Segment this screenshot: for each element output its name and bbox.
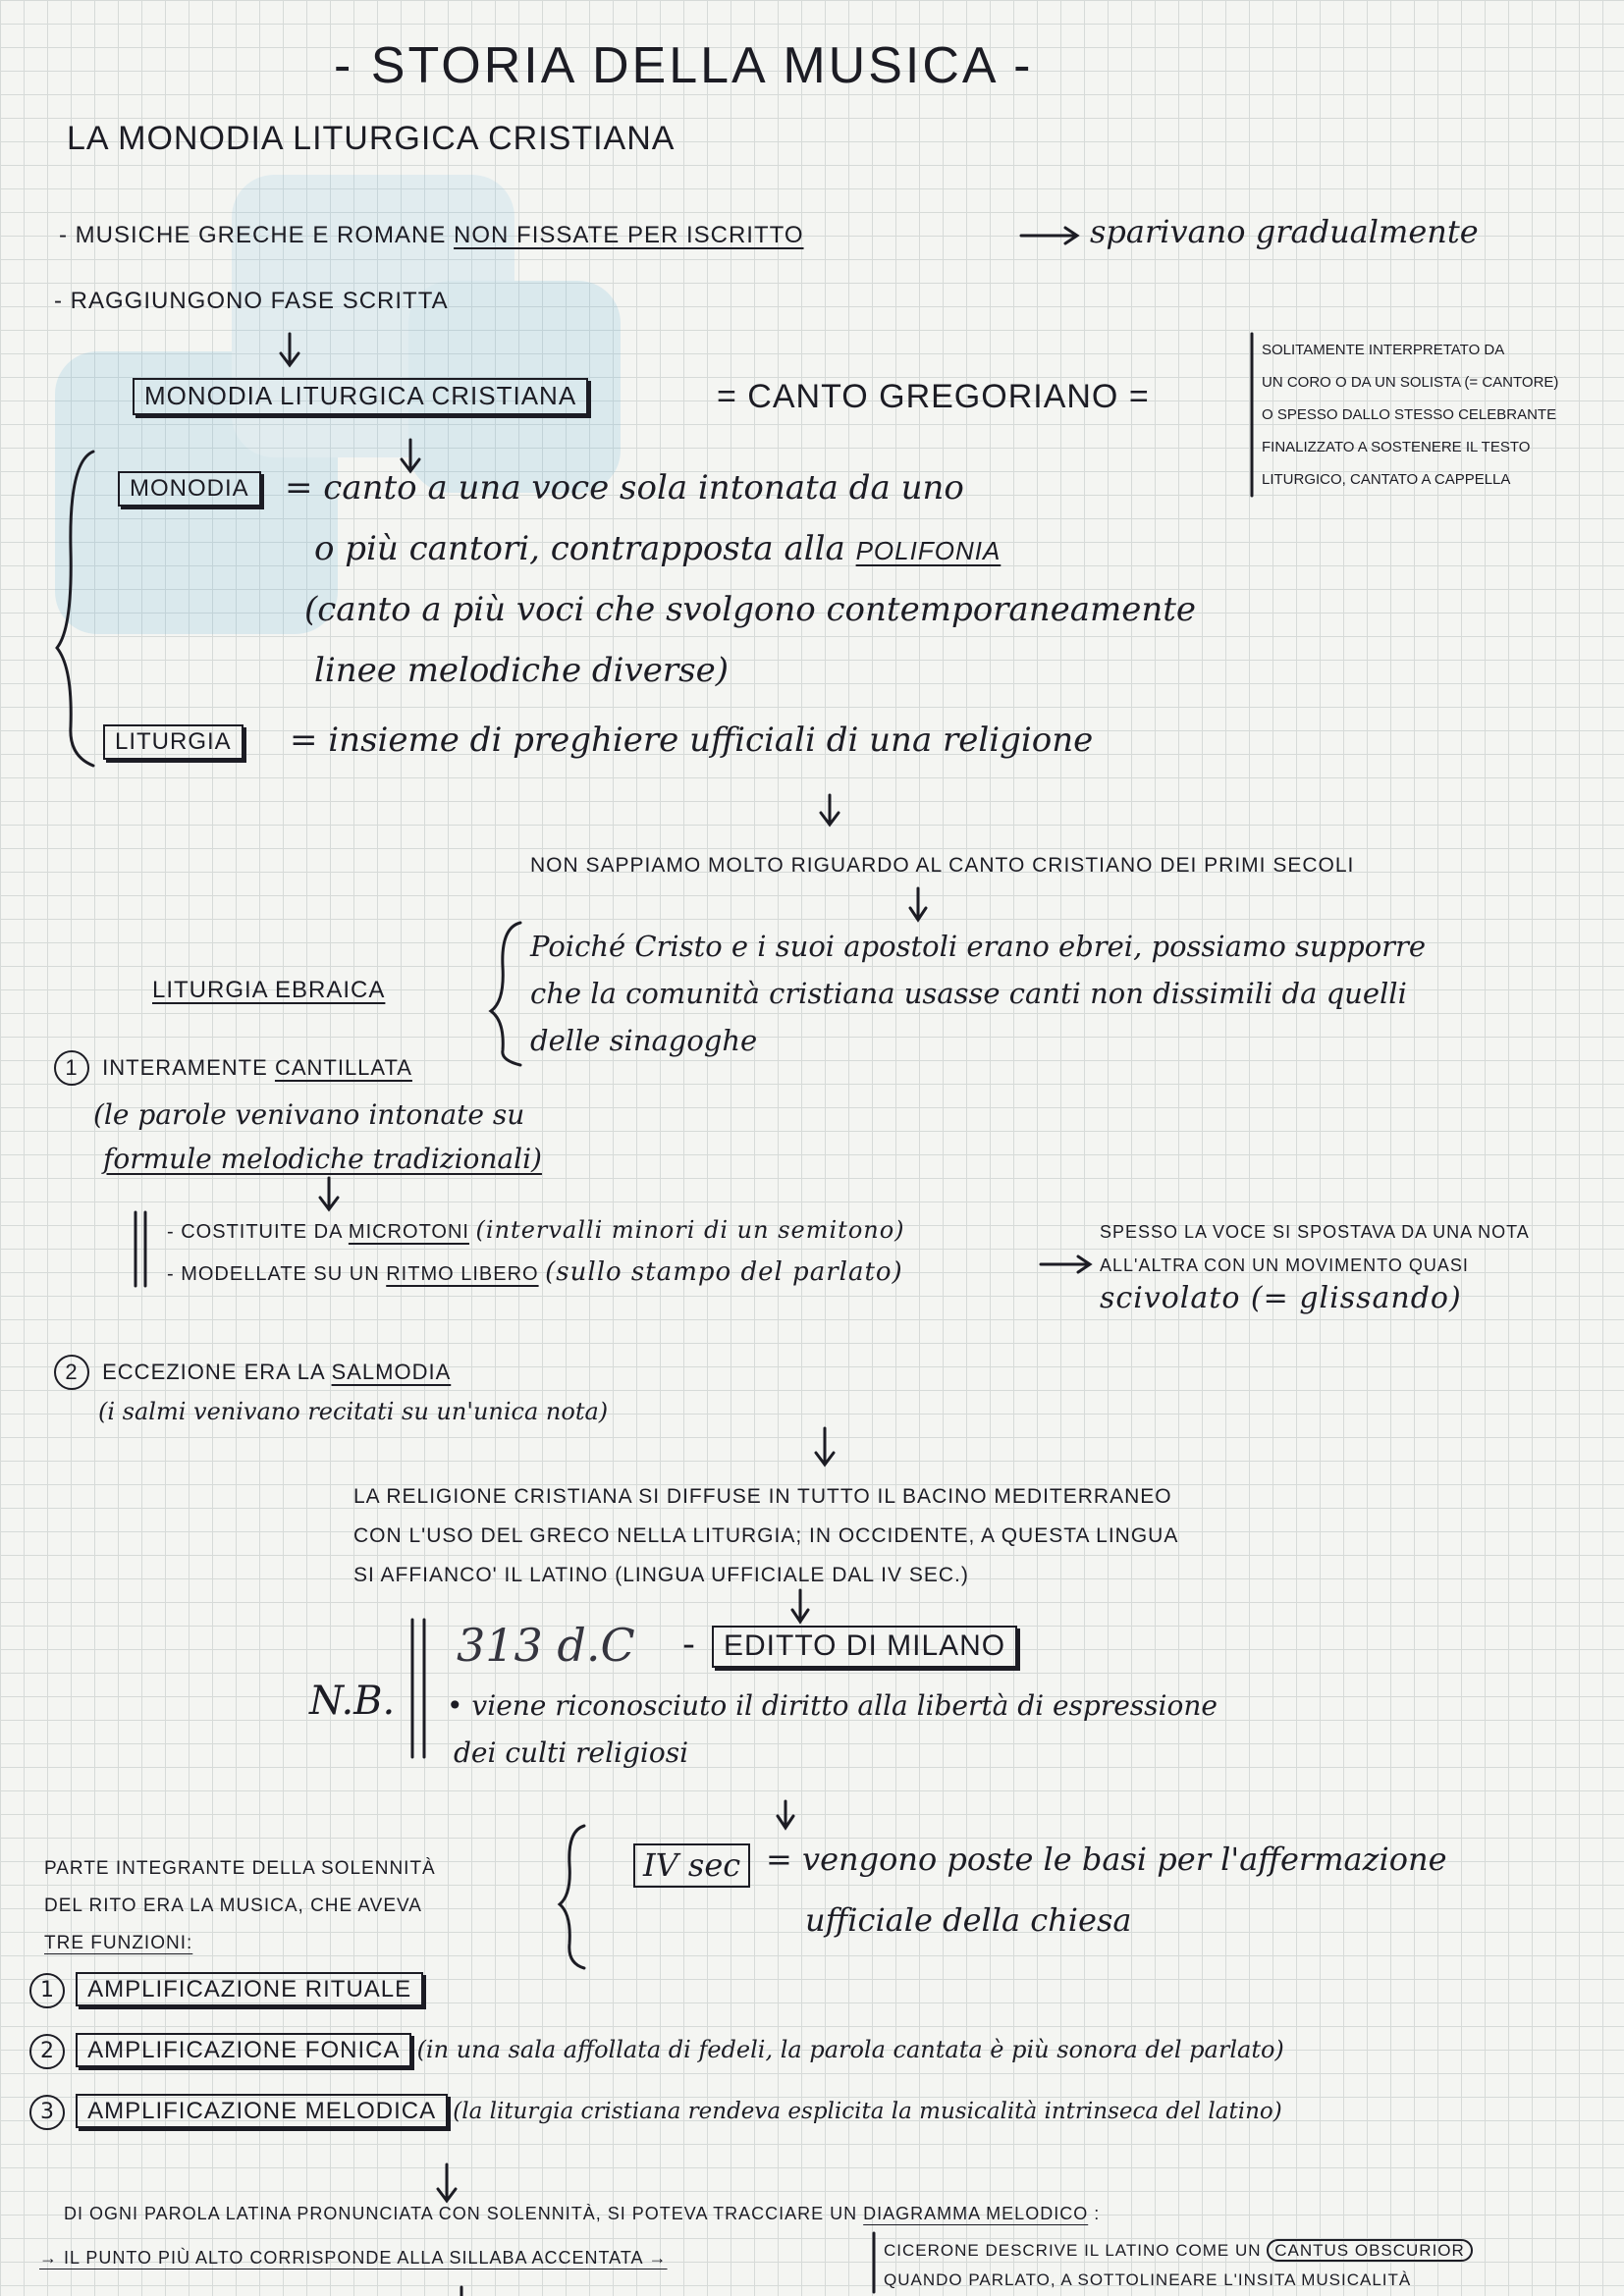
glissando-line: SPESSO LA VOCE SI SPOSTAVA DA UNA NOTA xyxy=(1100,1222,1530,1242)
section-title: LA MONODIA LITURGICA CRISTIANA xyxy=(67,120,676,157)
canto-gregoriano: = CANTO GREGORIANO = xyxy=(717,378,1150,415)
monodia-def-1: = canto a una voce sola intonata da uno xyxy=(285,468,964,507)
century-text-2: ufficiale della chiesa xyxy=(805,1901,1132,1939)
nb-dash: - xyxy=(682,1625,695,1665)
early-chant-headline: NON SAPPIAMO MOLTO RIGUARDO AL CANTO CRISTIANO DEI PRIMI SECOLI xyxy=(530,854,1355,877)
side-note-line: SOLITAMENTE INTERPRETATO DA xyxy=(1262,342,1505,358)
editto-di-milano: EDITTO DI MILANO xyxy=(712,1626,1017,1668)
cicerone-note xyxy=(884,2236,1473,2295)
cantus-obscurior: CANTUS OBSCURIOR xyxy=(1267,2239,1473,2262)
ebraica-item-1-sub-2: formule melodiche tradizionali) xyxy=(103,1143,542,1175)
intro-line-1 xyxy=(59,222,804,249)
century-text-1: = vengono poste le basi per l'affermazione xyxy=(766,1841,1447,1878)
side-note-line: O SPESSO DALLO STESSO CELEBRANTE xyxy=(1262,406,1557,423)
page-title: - STORIA DELLA MUSICA - xyxy=(334,37,1034,94)
music-role-line: DEL RITO ERA LA MUSICA, CHE AVEVA xyxy=(44,1896,422,1916)
early-chant-line: che la comunità cristiana usasse canti non dissimili da quelli xyxy=(530,977,1407,1010)
monodia-liturgica-box: MONODIA LITURGICA CRISTIANA xyxy=(133,378,588,415)
side-note-line: UN CORO O DA UN SOLISTA (= CANTORE) xyxy=(1262,374,1559,391)
ebraica-item-2 xyxy=(54,1355,451,1390)
early-chant-line: Poiché Cristo e i suoi apostoli erano ebrei, possiamo supporre xyxy=(530,930,1427,963)
monodia-def-2 xyxy=(314,530,1001,568)
ebraica-bullet-2 xyxy=(167,1258,903,1288)
intro-line-1-result: sparivano gradualmente xyxy=(1090,213,1479,250)
function-note: (in una sala affollata di fedeli, la parola cantata è più sonora del parlato) xyxy=(416,2036,1284,2063)
ebraica-item-1-sub-1: (le parole venivano intonate su xyxy=(93,1098,525,1131)
ebraica-item-2-sub: (i salmi venivano recitati su un'unica nota) xyxy=(98,1398,609,1425)
cicerone-line-1 xyxy=(884,2236,1473,2266)
ritmo-libero-term: RITMO LIBERO xyxy=(386,1263,539,1285)
nb-bullet-1: • viene riconosciuto il diritto alla libertà di espressione xyxy=(447,1689,1218,1722)
monodia-def-4: linee melodiche diverse) xyxy=(314,651,729,690)
monodia-def-2-pre: o più cantori, contrapposta alla xyxy=(314,529,845,568)
number-badge: 2 xyxy=(54,1355,89,1390)
music-role-line: PARTE INTEGRANTE DELLA SOLENNITÀ xyxy=(44,1858,436,1879)
bullet-2-post: (sullo stampo del parlato) xyxy=(545,1257,903,1287)
function-row xyxy=(29,1973,423,2008)
nb-label: N.B. xyxy=(309,1679,396,1724)
function-note: (la liturgia cristiana rendeva esplicita la musicalità intrinseca del latino) xyxy=(453,2099,1282,2124)
cicerone-line-2: QUANDO PARLATO, A SOTTOLINEARE L'INSITA MUSICALITÀ xyxy=(884,2270,1412,2289)
liturgia-ebraica-heading: LITURGIA EBRAICA xyxy=(152,977,386,1003)
bullet-1-post: (intervalli minori di un semitono) xyxy=(475,1216,905,1244)
bottom-line-1 xyxy=(64,2204,1100,2224)
intro-line-1-pre: - MUSICHE GRECHE E ROMANE xyxy=(59,222,447,248)
early-chant-text xyxy=(530,923,1426,1064)
bullet-1-pre: - COSTITUITE DA xyxy=(167,1221,343,1243)
function-label: AMPLIFICAZIONE MELODICA xyxy=(76,2094,448,2128)
monodia-term: MONODIA xyxy=(118,471,261,507)
function-row xyxy=(29,2034,1284,2069)
monodia-side-note xyxy=(1262,334,1558,496)
diagramma-melodico: DIAGRAMMA MELODICO xyxy=(863,2204,1089,2223)
glissando-line: scivolato (= glissando) xyxy=(1100,1281,1462,1315)
diffusion-text xyxy=(353,1477,1178,1595)
glissando-line: ALL'ALTRA CON UN MOVIMENTO QUASI xyxy=(1100,1255,1469,1275)
ebraica-item-1 xyxy=(54,1050,412,1086)
polifonia-term: POLIFONIA xyxy=(855,536,1001,565)
microtoni-term: MICROTONI xyxy=(348,1221,469,1243)
liturgia-term: LITURGIA xyxy=(103,724,244,760)
function-label: AMPLIFICAZIONE RITUALE xyxy=(76,1972,423,2006)
monodia-def-3: (canto a più voci che svolgono contemporaneamente xyxy=(304,590,1197,629)
intro-line-1-underlined: NON FISSATE PER ISCRITTO xyxy=(454,222,804,248)
function-label: AMPLIFICAZIONE FONICA xyxy=(76,2033,411,2067)
glissando-note xyxy=(1100,1215,1530,1315)
bottom-line-1-pre: DI OGNI PAROLA LATINA PRONUNCIATA CON SOLENNITÀ, SI POTEVA TRACCIARE UN xyxy=(64,2204,858,2223)
salmodia-term: SALMODIA xyxy=(331,1360,452,1384)
item-1-pre: INTERAMENTE xyxy=(102,1055,268,1080)
item-2-pre: ECCEZIONE ERA LA xyxy=(102,1360,325,1384)
bullet-2-pre: - MODELLATE SU UN xyxy=(167,1263,380,1285)
nb-date: 313 d.C xyxy=(457,1619,635,1672)
ebraica-bullet-1 xyxy=(167,1217,905,1245)
early-chant-line: delle sinagoghe xyxy=(530,1024,758,1057)
bottom-line-1-post: : xyxy=(1094,2204,1101,2223)
number-badge: 1 xyxy=(54,1050,89,1086)
music-role-line: TRE FUNZIONI: xyxy=(44,1933,193,1953)
number-badge: 2 xyxy=(29,2034,65,2069)
liturgia-def: = insieme di preghiere ufficiali di una religione xyxy=(290,721,1094,760)
function-row xyxy=(29,2095,1282,2130)
diffusion-line: SI AFFIANCO' IL LATINO (LINGUA UFFICIALE DAL IV SEC.) xyxy=(353,1564,969,1586)
cicerone-line-1-pre: CICERONE DESCRIVE IL LATINO COME UN xyxy=(884,2241,1262,2260)
number-badge: 3 xyxy=(29,2095,65,2130)
number-badge: 1 xyxy=(29,1973,65,2008)
cantillata-term: CANTILLATA xyxy=(274,1055,412,1080)
nb-bullet-2: dei culti religiosi xyxy=(454,1736,689,1769)
music-role-left xyxy=(44,1850,436,1962)
side-note-line: LITURGICO, CANTATO A CAPPELLA xyxy=(1262,471,1511,488)
intro-line-2: - RAGGIUNGONO FASE SCRITTA xyxy=(54,288,449,314)
century-badge: IV sec xyxy=(633,1843,750,1888)
diffusion-line: CON L'USO DEL GRECO NELLA LITURGIA; IN OCCIDENTE, A QUESTA LINGUA xyxy=(353,1524,1179,1547)
diffusion-line: LA RELIGIONE CRISTIANA SI DIFFUSE IN TUTTO IL BACINO MEDITERRANEO xyxy=(353,1485,1172,1508)
side-note-line: FINALIZZATO A SOSTENERE IL TESTO xyxy=(1262,439,1531,455)
bottom-line-2: → IL PUNTO PIÙ ALTO CORRISPONDE ALLA SILLABA ACCENTATA → xyxy=(39,2248,668,2268)
